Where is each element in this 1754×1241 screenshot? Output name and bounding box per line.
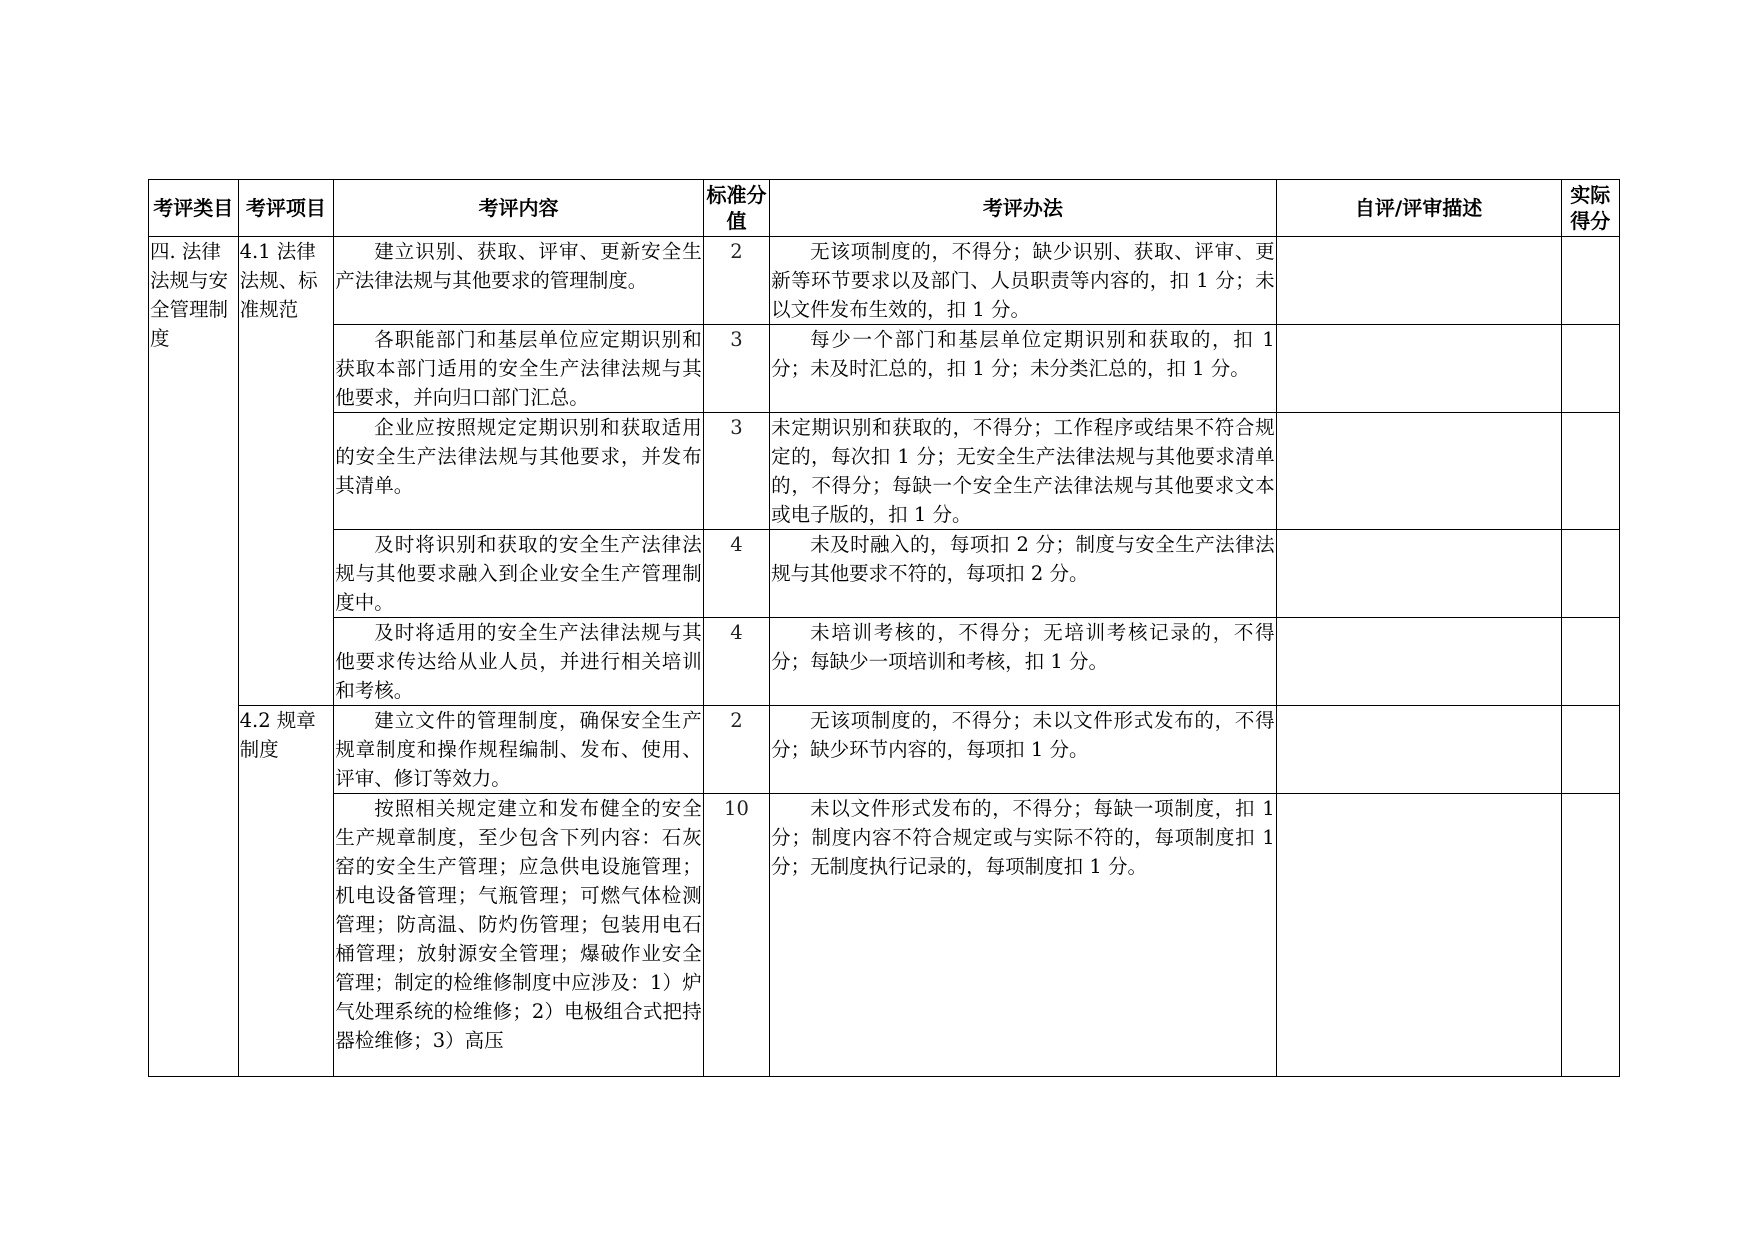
- actual-score-cell[interactable]: [1561, 706, 1619, 794]
- content-cell: 按照相关规定建立和发布健全的安全生产规章制度，至少包含下列内容：石灰窑的安全生产管理；应急供电设施管理；机电设备管理；气瓶管理；可燃气体检测管理；防高温、防灼伤管理；包装用电石桶管理；放射源安全管理；爆破作业安全管理；制定的检维修制度中应涉及：1）炉气处理系统的检维修；2）电极组合式把持器检维修；3）高压: [334, 794, 704, 1077]
- method-cell: 无该项制度的，不得分；缺少识别、获取、评审、更新等环节要求以及部门、人员职责等内容的，扣 1 分；未以文件发布生效的，扣 1 分。: [770, 237, 1276, 325]
- self-review-cell[interactable]: [1276, 706, 1561, 794]
- score-cell: 3: [703, 325, 769, 413]
- project-cell-4-2: 4.2 规章制度: [238, 706, 334, 1077]
- table-row: [149, 706, 1620, 794]
- score-cell: 10: [703, 794, 769, 1077]
- actual-score-cell[interactable]: [1561, 325, 1619, 413]
- header-self-review: 自评/评审描述: [1276, 180, 1561, 237]
- method-cell: 无该项制度的，不得分；未以文件形式发布的，不得分；缺少环节内容的，每项扣 1 分。: [770, 706, 1276, 794]
- content-cell: 建立识别、获取、评审、更新安全生产法律法规与其他要求的管理制度。: [334, 237, 704, 325]
- table-row: [149, 413, 1620, 530]
- table-row: [149, 794, 1620, 1077]
- score-cell: 2: [703, 706, 769, 794]
- method-cell: 未定期识别和获取的，不得分；工作程序或结果不符合规定的，每次扣 1 分；无安全生产法律法规与其他要求清单的，不得分；每缺一个安全生产法律法规与其他要求文本或电子版的，扣 1 分。: [770, 413, 1276, 530]
- content-cell: 企业应按照规定定期识别和获取适用的安全生产法律法规与其他要求，并发布其清单。: [334, 413, 704, 530]
- table-row: [149, 618, 1620, 706]
- method-cell: 未培训考核的，不得分；无培训考核记录的，不得分；每缺少一项培训和考核，扣 1 分。: [770, 618, 1276, 706]
- category-cell: 四. 法律法规与安全管理制度: [149, 237, 239, 1077]
- actual-score-cell[interactable]: [1561, 413, 1619, 530]
- self-review-cell[interactable]: [1276, 325, 1561, 413]
- header-project: 考评项目: [238, 180, 334, 237]
- method-cell: 每少一个部门和基层单位定期识别和获取的，扣 1 分；未及时汇总的，扣 1 分；未分类汇总的，扣 1 分。: [770, 325, 1276, 413]
- table-row: [149, 237, 1620, 325]
- method-cell: 未以文件形式发布的，不得分；每缺一项制度，扣 1 分；制度内容不符合规定或与实际不符的，每项制度扣 1 分；无制度执行记录的，每项制度扣 1 分。: [770, 794, 1276, 1077]
- actual-score-cell[interactable]: [1561, 618, 1619, 706]
- self-review-cell[interactable]: [1276, 237, 1561, 325]
- content-cell: 及时将识别和获取的安全生产法律法规与其他要求融入到企业安全生产管理制度中。: [334, 530, 704, 618]
- score-cell: 3: [703, 413, 769, 530]
- method-cell: 未及时融入的，每项扣 2 分；制度与安全生产法律法规与其他要求不符的，每项扣 2 分。: [770, 530, 1276, 618]
- header-actual-score: 实际得分: [1561, 180, 1619, 237]
- score-cell: 2: [703, 237, 769, 325]
- project-cell-4-1: 4.1 法律法规、标准规范: [238, 237, 334, 706]
- actual-score-cell[interactable]: [1561, 794, 1619, 1077]
- actual-score-cell[interactable]: [1561, 237, 1619, 325]
- score-cell: 4: [703, 618, 769, 706]
- self-review-cell[interactable]: [1276, 530, 1561, 618]
- header-content: 考评内容: [334, 180, 704, 237]
- score-cell: 4: [703, 530, 769, 618]
- evaluation-table: [148, 179, 1620, 1077]
- self-review-cell[interactable]: [1276, 618, 1561, 706]
- header-category: 考评类目: [149, 180, 239, 237]
- actual-score-cell[interactable]: [1561, 530, 1619, 618]
- self-review-cell[interactable]: [1276, 794, 1561, 1077]
- header-score: 标准分值: [703, 180, 769, 237]
- header-method: 考评办法: [770, 180, 1276, 237]
- self-review-cell[interactable]: [1276, 413, 1561, 530]
- header-row: [149, 180, 1620, 237]
- table-row: [149, 530, 1620, 618]
- content-cell: 各职能部门和基层单位应定期识别和获取本部门适用的安全生产法律法规与其他要求，并向归口部门汇总。: [334, 325, 704, 413]
- content-cell: 及时将适用的安全生产法律法规与其他要求传达给从业人员，并进行相关培训和考核。: [334, 618, 704, 706]
- content-cell: 建立文件的管理制度，确保安全生产规章制度和操作规程编制、发布、使用、评审、修订等效力。: [334, 706, 704, 794]
- table-row: [149, 325, 1620, 413]
